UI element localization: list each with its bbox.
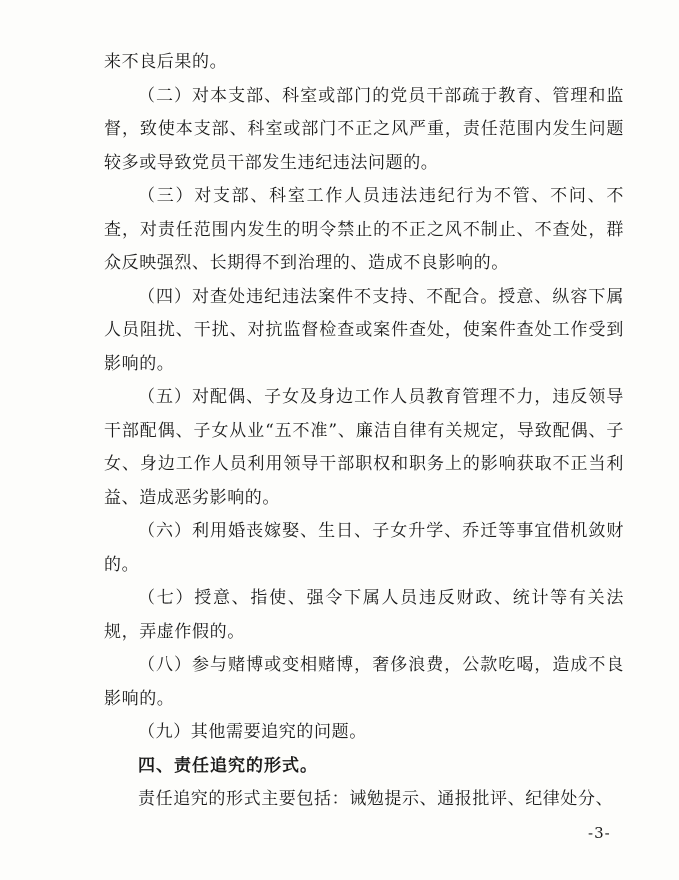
paragraph-item-8: （八）参与赌博或变相赌博，奢侈浪费，公款吃喝，造成不良影响的。	[104, 655, 624, 709]
paragraph-section-intro: 责任追究的形式主要包括：诫勉提示、通报批评、纪律处分、	[138, 789, 614, 809]
section-heading: 四、责任追究的形式。	[138, 755, 318, 776]
paragraph-item-7: （七）授意、指使、强令下属人员违反财政、统计等有关法规，弄虚作假的。	[104, 588, 624, 642]
paragraph-item-4: （四）对查处违纪违法案件不支持、不配合。授意、纵容下属人员阻扰、干扰、对抗监督检查或案件查处，使案件查处工作受到影响的。	[104, 286, 624, 374]
paragraph-item-3: （三）对支部、科室工作人员违法违纪行为不管、不问、不查，对责任范围内发生的明令禁止的不正之风不制止、不查处，群众反映强烈、长期得不到治理的、造成不良影响的。	[104, 186, 624, 273]
paragraph-item-6: （六）利用婚丧嫁娶、生日、子女升学、乔迁等事宜借机敛财的。	[104, 521, 624, 575]
paragraph-item-2: （二）对本支部、科室或部门的党员干部疏于教育、管理和监督，致使本支部、科室或部门不正之风严重，责任范围内发生问题较多或导致党员干部发生违纪违法问题的。	[104, 85, 624, 173]
page-number: -3-	[588, 824, 611, 842]
document-body	[104, 46, 624, 817]
paragraph-continuation: 来不良后果的。	[104, 52, 228, 72]
paragraph-item-9: （九）其他需要追究的问题。	[138, 722, 367, 742]
paragraph-item-5: （五）对配偶、子女及身边工作人员教育管理不力，违反领导干部配偶、子女从业“五不准”、廉洁自律有关规定，导致配偶、子女、身边工作人员利用领导干部职权和职务上的影响获取不正当利益、造成恶劣影响的。	[104, 387, 624, 508]
